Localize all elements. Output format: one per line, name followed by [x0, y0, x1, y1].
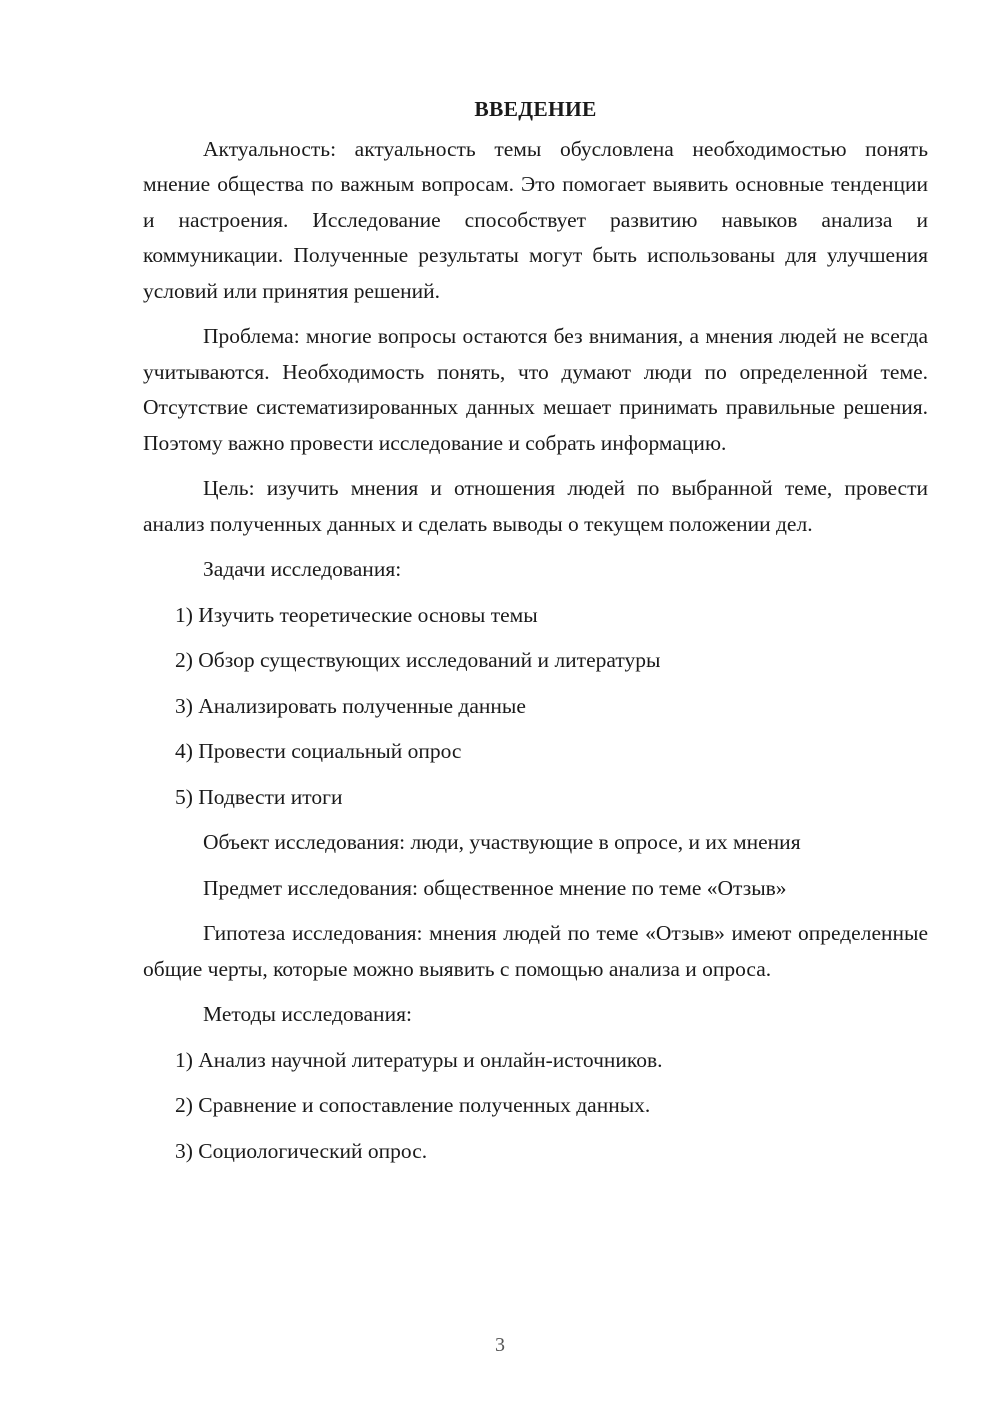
relevance-paragraph: Актуальность: актуальность темы обусловлена необходимостью понять мнение общества по важным вопросам. Это помогает выявить основные тенденции и настроения. Исследование способствует развитию навыков анализа и коммуникации. Полученные результаты могут быть использованы для улучшения условий или принятия решений. — [143, 136, 928, 303]
list-item: 1) Изучить теоретические основы темы — [175, 602, 538, 627]
list-item: 2) Сравнение и сопоставление полученных данных. — [175, 1093, 651, 1117]
hypothesis-paragraph: Гипотеза исследования: мнения людей по теме «Отзыв» имеют определенные общие черты, которые можно выявить с помощью анализа и опроса. — [143, 921, 928, 981]
list-item: 5) Подвести итоги — [175, 784, 343, 809]
problem-paragraph: Проблема: многие вопросы остаются без внимания, а мнения людей не всегда учитываются. Необходимость понять, что думают люди по определенной теме. Отсутствие систематизированных данных мешает принимать правильные решения. Поэтому важно провести исследование и собрать информацию. — [143, 324, 928, 455]
methods-list — [143, 1043, 928, 1170]
page-number: 3 — [495, 1334, 505, 1356]
list-item: 4) Провести социальный опрос — [175, 739, 462, 763]
methods-heading: Методы исследования: — [203, 1002, 412, 1026]
object-paragraph: Объект исследования: люди, участвующие в опросе, и их мнения — [203, 830, 801, 854]
list-item: 3) Социологический опрос. — [175, 1138, 428, 1163]
list-item: 1) Анализ научной литературы и онлайн-источников. — [175, 1047, 663, 1072]
section-title: ВВЕДЕНИЕ — [474, 97, 597, 121]
list-item: 2) Обзор существующих исследований и литературы — [175, 648, 661, 672]
document-page — [143, 92, 928, 1179]
list-item: 3) Анализировать полученные данные — [175, 693, 526, 718]
tasks-list — [143, 598, 928, 816]
subject-paragraph: Предмет исследования: общественное мнение по теме «Отзыв» — [203, 875, 787, 900]
goal-paragraph: Цель: изучить мнения и отношения людей по выбранной теме, провести анализ полученных данных и сделать выводы о текущем положении дел. — [143, 476, 928, 536]
tasks-heading: Задачи исследования: — [203, 557, 402, 581]
